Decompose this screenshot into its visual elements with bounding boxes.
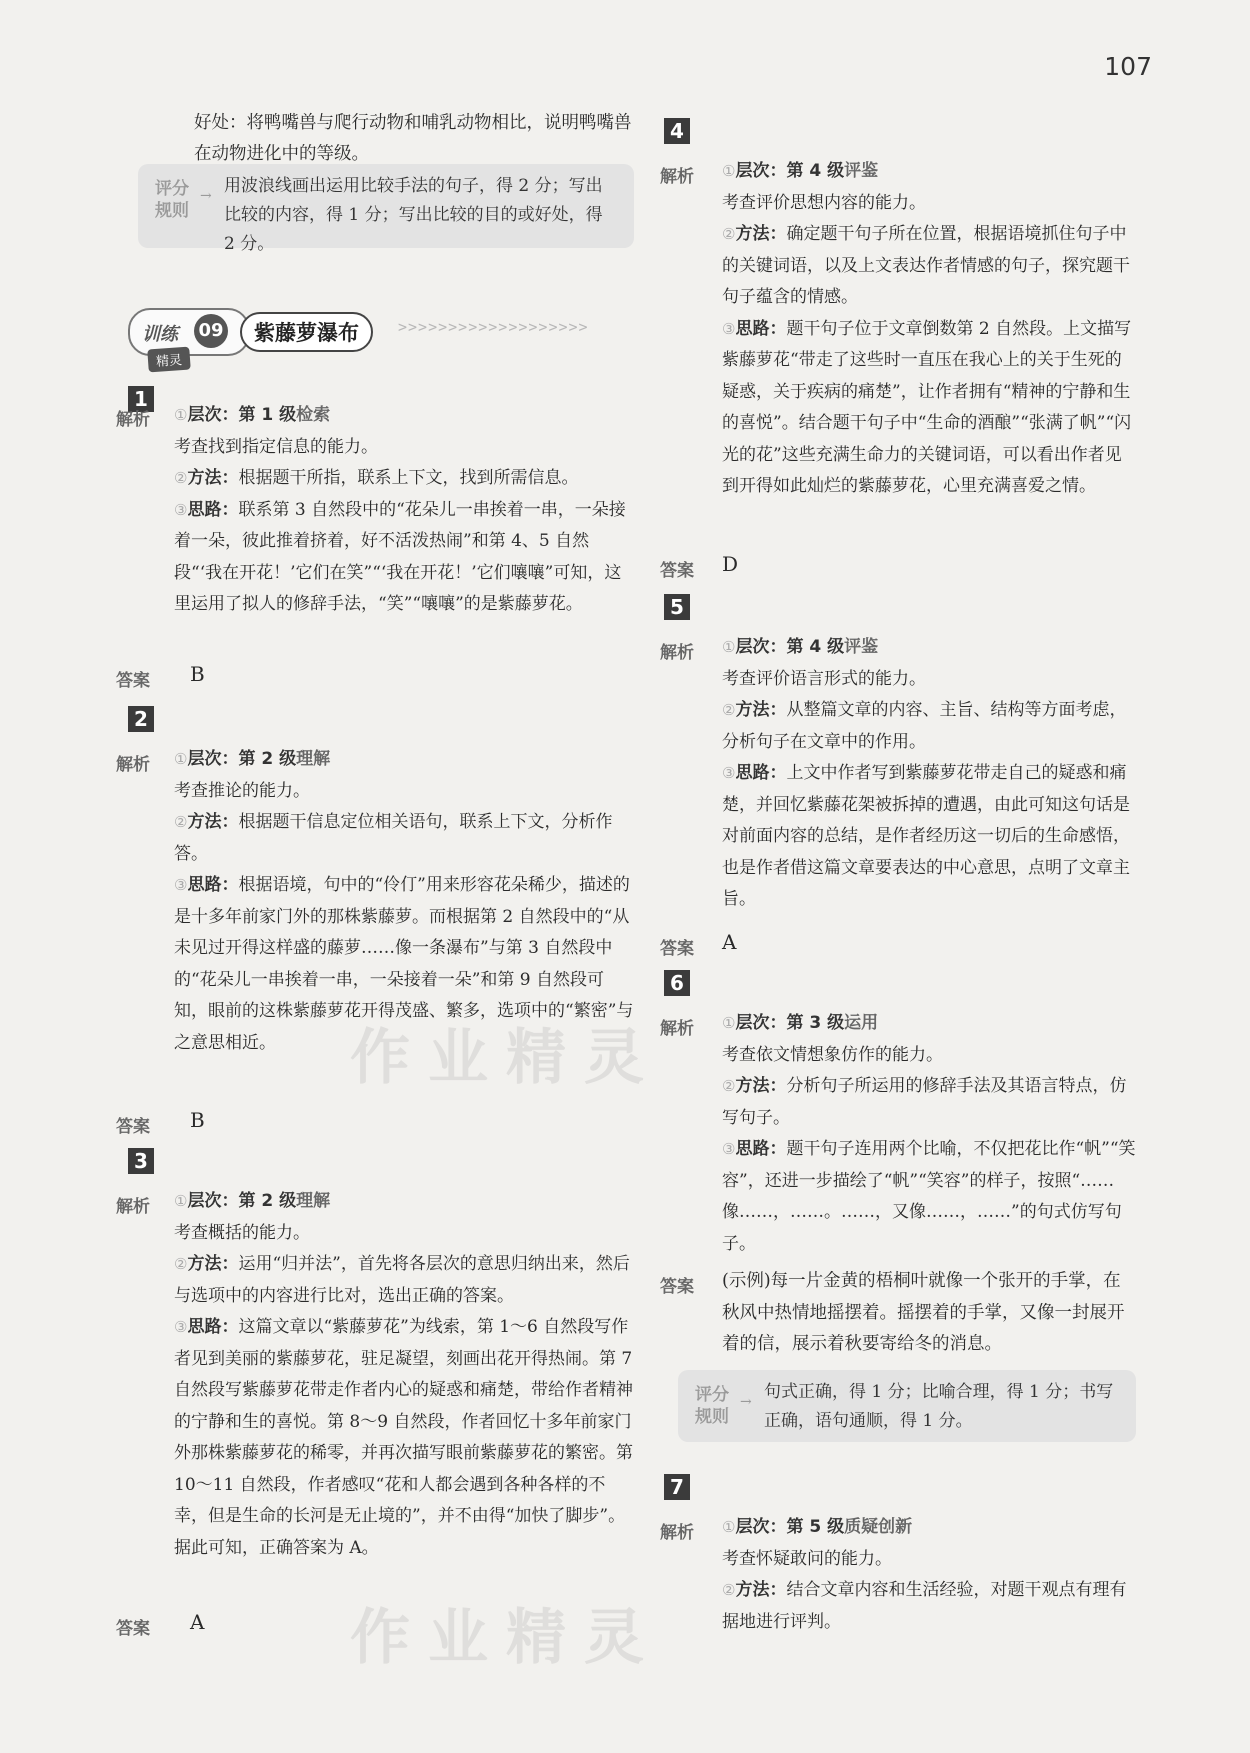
idea-tag: 思路： (735, 318, 787, 339)
question-2-analysis: ①层次：第 2 级理解 考查推论的能力。 ②方法：根据题干信息定位相关语句，联系上下文，分析作答。 ③思路：根据语境，句中的“伶仃”用来形容花朵稀少，描述的是十多年前家门外的那株紫藤萝。而根据第 2 自然段中的“从未见过开得这样盛的藤萝……像一条瀑布”与第 3 自然段中的“花朵儿一串挨着一串，一朵接着一朵”和第 9 自然段可知，眼前的这株紫藤萝花开得茂盛、繁多，选项中的“繁密”与之意思相近。 (174, 749, 634, 1053)
answer-value: A (190, 1610, 205, 1634)
question-3-analysis: ①层次：第 2 级理解 考查概括的能力。 ②方法：运用“归并法”，首先将各层次的意思归纳出来，然后与选项中的内容进行比对，选出正确的答案。 ③思路：这篇文章以“紫藤萝花”为线索，第 1～6 自然段写作者见到美丽的紫藤萝花，驻足凝望，刻画出花开得热闹。第 7 自然段写紫藤萝花带走作者内心的疑惑和痛楚，带给作者精神的宁静和生的喜悦。第 8～9 自然段，作者回忆十多年前家门外那株紫藤萝花的稀零，并再次描写眼前紫藤萝花的繁密。第 10～11 自然段，作者感叹“花和人都会遇到各种各样的不幸，但是生命的长河是无止境的”，并不由得“加快了脚步”。据此可知，正确答案为 A。 (174, 1191, 633, 1558)
method-text: 结合文章内容和生活经验，对题干观点有理有据地进行评判。 (722, 1580, 1127, 1632)
method-tag: 方法： (735, 1076, 787, 1096)
ability-text: 考查评价思想内容的能力。 (722, 192, 926, 213)
watermark: 作业精灵 (350, 1603, 662, 1673)
level-prefix: 层次：第 2 级 (187, 1191, 297, 1211)
method-text: 分析句子所运用的修辞手法及其语言特点，仿写句子。 (722, 1076, 1127, 1128)
idea-tag: 思路： (187, 499, 239, 520)
idea-text: 根据语境，句中的“伶仃”用来形容花朵稀少，描述的是十多年前家门外的那株紫藤萝。而根据第 2 自然段中的“从未见过开得这样盛的藤萝……像一条瀑布”与第 3 自然段中的“花朵儿一串挨着一串，一朵接着一朵”和第 9 自然段可知，眼前的这株紫藤萝花开得茂盛、繁多，选项中的“繁密”与之意思相近。 (174, 875, 634, 1053)
method-text: 从整篇文章的内容、主旨、结构等方面考虑，分析句子在文章中的作用。 (722, 700, 1127, 752)
answer-label: 答案 (116, 671, 150, 691)
scoring-rule-box-1 (138, 164, 634, 254)
level-prefix: 层次：第 3 级 (735, 1013, 845, 1033)
method-text: 运用“归并法”，首先将各层次的意思归纳出来，然后与选项中的内容进行比对，选出正确的答案。 (174, 1254, 630, 1306)
idea-tag: 思路： (735, 763, 787, 783)
level-prefix: 层次：第 5 级 (735, 1517, 845, 1537)
arrow-icon: → (200, 188, 212, 204)
method-tag: 方法： (187, 1254, 239, 1274)
level-prefix: 层次：第 4 级 (735, 161, 845, 181)
scoring-rule-text: 用波浪线画出运用比较手法的句子，得 2 分；写出比较的内容，得 1 分；写出比较的目的或好处，得 2 分。 (224, 176, 603, 254)
level-name: 评鉴 (844, 161, 879, 181)
level-name: 运用 (844, 1013, 879, 1033)
idea-tag: 思路： (187, 1317, 239, 1337)
arrow-icon: → (740, 1394, 752, 1410)
level-name: 理解 (296, 749, 331, 769)
idea-text: 联系第 3 自然段中的“花朵儿一串挨着一串，一朵接着一朵，彼此推着挤着，好不活泼热闹”和第 4、5 自然段“‘我在开花！’它们在笑”“‘我在开花！’它们嚷嚷”可知，这里运用了拟人的修辞手法，“笑”“嚷嚷”的是紫藤萝花。 (174, 499, 626, 614)
answer-label: 答案 (116, 1619, 150, 1639)
level-prefix: 层次：第 2 级 (187, 749, 297, 769)
section-title: 紫藤萝瀑布 (240, 312, 373, 352)
scoring-rule-label: 评分规则 (155, 179, 189, 221)
question-number: 4 (664, 118, 690, 144)
level-name: 评鉴 (844, 637, 879, 657)
ability-text: 考查依文情想象仿作的能力。 (722, 1044, 943, 1065)
question-number: 3 (128, 1148, 154, 1174)
ability-text: 考查怀疑敢问的能力。 (722, 1548, 892, 1569)
answer-value: (示例)每一片金黄的梧桐叶就像一个张开的手掌，在秋风中热情地摇摆着。摇摆着的手掌，又像一封展开着的信，展示着秋要寄给冬的消息。 (722, 1271, 1125, 1354)
answer-value: B (190, 662, 205, 686)
analysis-label: 解析 (116, 755, 150, 775)
answer-value: A (722, 930, 737, 954)
method-tag: 方法： (735, 1580, 787, 1600)
idea-text: 题干句子位于文章倒数第 2 自然段。上文描写紫藤萝花“带走了这些时一直压在我心上的关于生死的疑惑，关于疾病的痛楚”，让作者拥有“精神的宁静和生的喜悦”。结合题干句子中“生命的酒酿”“张满了帆”“闪光的花”这些充满生命力的关键词语，可以看出作者见到开得如此灿烂的紫藤萝花，心里充满喜爱之情。 (722, 318, 1132, 496)
question-number: 1 (128, 386, 154, 412)
idea-tag: 思路： (735, 1139, 787, 1159)
answer-label: 答案 (660, 939, 694, 959)
question-4-analysis: ①层次：第 4 级评鉴 考查评价思想内容的能力。 ②方法：确定题干句子所在位置，根据语境抓住句子中的关键词语，以及上文表达作者情感的句子，探究题干句子蕴含的情感。 ③思路：题干句子位于文章倒数第 2 自然段。上文描写紫藤萝花“带走了这些时一直压在我心上的关于生死的疑惑，关于疾病的痛楚”，让作者拥有“精神的宁静和生的喜悦”。结合题干句子中“生命的酒酿”“张满了帆”“闪光的花”这些充满生命力的关键词语，可以看出作者见到开得如此灿烂的紫藤萝花，心里充满喜爱之情。 (722, 156, 1136, 503)
level-name: 理解 (296, 1191, 331, 1211)
method-text: 确定题干句子所在位置，根据语境抓住句子中的关键词语，以及上文表达作者情感的句子，探究题干句子蕴含的情感。 (722, 224, 1130, 307)
idea-text: 题干句子连用两个比喻，不仅把花比作“帆”“笑容”，还进一步描绘了“帆”“笑容”的样子，按照“……像……，……。……，又像……，……”的句式仿写句子。 (722, 1139, 1136, 1254)
question-number: 2 (128, 706, 154, 732)
method-tag: 方法： (187, 812, 239, 832)
analysis-label: 解析 (660, 1019, 694, 1039)
question-number: 6 (664, 970, 690, 996)
level-prefix: 层次：第 1 级 (187, 405, 297, 425)
method-tag: 方法： (187, 468, 239, 488)
answer-value: B (190, 1108, 205, 1132)
question-5-analysis: ①层次：第 4 级评鉴 考查评价语言形式的能力。 ②方法：从整篇文章的内容、主旨、结构等方面考虑，分析句子在文章中的作用。 ③思路：上文中作者写到紫藤萝花带走自己的疑惑和痛楚，并回忆紫藤花架被拆掉的遭遇，由此可知这句话是对前面内容的总结，是作者经历这一切后的生命感悟，也是作者借这篇文章要表达的中心意思，点明了文章主旨。 (722, 632, 1136, 916)
method-tag: 方法： (735, 224, 787, 244)
level-name: 质疑创新 (844, 1517, 913, 1537)
question-6-analysis: ①层次：第 3 级运用 考查依文情想象仿作的能力。 ②方法：分析句子所运用的修辞手法及其语言特点，仿写句子。 ③思路：题干句子连用两个比喻，不仅把花比作“帆”“笑容”，还进一步描绘了“帆”“笑容”的样子，按照“……像……，……。……，又像……，……”的句式仿写句子。 (722, 1013, 1136, 1254)
analysis-label: 解析 (116, 1197, 150, 1217)
analysis-label: 解析 (660, 643, 694, 663)
level-prefix: 层次：第 4 级 (735, 637, 845, 657)
answer-label: 答案 (660, 1277, 694, 1297)
question-1-analysis: ①层次：第 1 级检索 考查找到指定信息的能力。 ②方法：根据题干所指，联系上下文，找到所需信息。 ③思路：联系第 3 自然段中的“花朵儿一串挨着一串，一朵接着一朵，彼此推着挤着，好不活泼热闹”和第 4、5 自然段“‘我在开花！’它们在笑”“‘我在开花！’它们嚷嚷”可知，这里运用了拟人的修辞手法，“笑”“嚷嚷”的是紫藤萝花。 (174, 400, 634, 621)
answer-value: D (722, 552, 739, 576)
scoring-rule-label: 评分规则 (695, 1385, 729, 1427)
scoring-rule-box-2 (678, 1370, 1136, 1442)
answer-label: 答案 (116, 1117, 150, 1137)
section-header (128, 302, 628, 382)
idea-tag: 思路： (187, 875, 239, 895)
ability-text: 考查概括的能力。 (174, 1222, 310, 1243)
ability-text: 考查评价语言形式的能力。 (722, 668, 926, 689)
answer-label: 答案 (660, 561, 694, 581)
method-text: 根据题干信息定位相关语句，联系上下文，分析作答。 (174, 812, 613, 864)
page-number: 107 (1104, 52, 1152, 81)
intro-answer-text: 好处：将鸭嘴兽与爬行动物和哺乳动物相比，说明鸭嘴兽在动物进化中的等级。 (194, 113, 632, 164)
ability-text: 考查推论的能力。 (174, 780, 310, 801)
ability-text: 考查找到指定信息的能力。 (174, 436, 378, 457)
method-tag: 方法： (735, 700, 787, 720)
method-text: 根据题干所指，联系上下文，找到所需信息。 (238, 468, 579, 488)
chevron-decoration: >>>>>>>>>>>>>>>>>>> (398, 318, 589, 336)
question-7-analysis: ①层次：第 5 级质疑创新 考查怀疑敢问的能力。 ②方法：结合文章内容和生活经验，对题干观点有理有据地进行评判。 (722, 1512, 1136, 1638)
idea-text: 这篇文章以“紫藤萝花”为线索，第 1～6 自然段写作者见到美丽的紫藤萝花，驻足凝望，刻画出花开得热闹。第 7 自然段写紫藤萝花带走作者内心的疑惑和痛楚，带给作者精神的宁静和生的喜悦。第 8～9 自然段，作者回忆十多年前家门外那株紫藤萝花的稀零，并再次描写眼前紫藤萝花的繁密。第 10～11 自然段，作者感叹“花和人都会遇到各种各样的不幸，但是生命的长河是无止境的”，并不由得“加快了脚步”。据此可知，正确答案为 A。 (174, 1317, 633, 1558)
analysis-label: 解析 (660, 167, 694, 187)
level-name: 检索 (296, 405, 331, 425)
badge-sub-label: 精灵 (147, 347, 191, 373)
badge-number: 09 (194, 314, 228, 348)
scoring-rule-text: 句式正确，得 1 分；比喻合理，得 1 分；书写正确，语句通顺，得 1 分。 (764, 1382, 1114, 1431)
question-number: 5 (664, 594, 690, 620)
badge-word: 训练 (142, 324, 178, 345)
watermark: 作业精灵 (350, 1023, 662, 1093)
idea-text: 上文中作者写到紫藤萝花带走自己的疑惑和痛楚，并回忆紫藤花架被拆掉的遭遇，由此可知这句话是对前面内容的总结，是作者经历这一切后的生命感悟，也是作者借这篇文章要表达的中心意思，点明了文章主旨。 (722, 763, 1130, 909)
analysis-label: 解析 (660, 1523, 694, 1543)
analysis-label: 解析 (116, 410, 150, 430)
question-number: 7 (664, 1474, 690, 1500)
